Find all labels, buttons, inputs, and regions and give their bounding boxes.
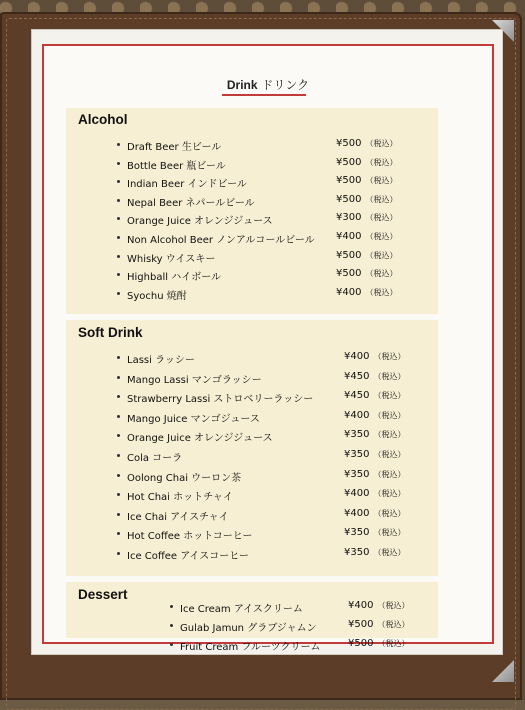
menu-frame [42,44,494,653]
soft-item-price [344,410,405,421]
tax-included-label: （税込） [365,287,398,297]
tax-included-label: （税込） [365,176,398,186]
tax-included-label: （税込） [373,469,406,479]
soft-item-name: Strawberry Lassi ストロベリーラッシー [127,394,314,406]
price-value: ¥500 [336,138,362,149]
dessert-item-price [348,638,409,649]
tax-included-label: （税込） [373,548,406,557]
alcohol-section-title: Alcohol [78,112,128,127]
tax-included-label: （税込） [377,639,410,648]
soft-item-price [344,547,405,558]
dessert-section-title: Dessert [78,587,128,602]
price-value: ¥500 [336,175,362,187]
tax-included-label: （税込） [365,269,398,279]
tax-included-label: （税込） [377,601,410,610]
soft-item-name: Hot Coffee ホットコーヒー [127,531,253,543]
dessert-item-name: Gulab Jamun グラブジャムン [180,623,317,634]
alcohol-item-name: Whisky ウイスキー [127,253,216,265]
bullet-icon [117,236,120,239]
alcohol-item-name: Indian Beer インドビール [127,179,247,191]
tax-included-label: （税込） [373,450,406,459]
alcohol-item-price [336,250,397,261]
bullet-icon [117,143,120,146]
soft-item-name: Ice Chai アイスチャイ [127,511,229,523]
bullet-icon [117,199,120,202]
soft-item-price [344,390,405,401]
price-value: ¥500 [336,268,362,280]
bullet-icon [117,162,120,165]
price-value: ¥400 [344,351,370,362]
dessert-item-name: Ice Cream アイスクリーム [180,604,303,615]
alcohol-item-price [336,287,397,298]
tax-included-label: （税込） [365,250,398,260]
bullet-icon [117,454,120,457]
tax-included-label: （税込） [365,194,398,204]
alcohol-item-price [336,268,397,279]
price-value: ¥450 [344,390,370,402]
soft-item-name: Oolong Chai ウーロン茶 [127,472,242,484]
price-value: ¥500 [336,156,362,168]
soft-item-price [344,527,405,538]
bullet-icon [117,474,120,477]
tax-included-label: （税込） [373,489,406,499]
soft-item-price [344,371,405,382]
bullet-icon [117,552,120,555]
price-value: ¥350 [344,547,370,558]
soft-item-price [344,449,405,460]
soft-item-name: Ice Coffee アイスコーヒー [127,551,249,562]
soft-item-price [344,351,405,362]
soft-item-price [344,429,405,440]
menu-title-jp: ドリンク [261,78,310,92]
menu-sheet [32,30,502,654]
tax-included-label: （税込） [377,620,410,629]
dessert-item-price [348,600,409,611]
soft-item-name: Hot Chai ホットチャイ [127,492,233,504]
alcohol-item-name: Nepal Beer ネパールビール [127,197,255,209]
bullet-icon [170,643,173,646]
soft-item-name: Cola コーラ [127,453,183,464]
dessert-item-name: Fruit Cream フルーツクリーム [180,642,321,653]
tax-included-label: （税込） [373,352,406,361]
price-value: ¥400 [344,488,370,500]
price-value: ¥400 [344,409,370,421]
bullet-icon [117,415,120,418]
price-value: ¥500 [348,638,374,649]
price-value: ¥400 [348,600,374,611]
soft-item-name: Mango Lassi マンゴラッシー [127,374,262,386]
tax-included-label: （税込） [365,157,398,167]
price-value: ¥350 [344,449,370,460]
alcohol-item-name: Highball ハイボール [127,272,221,284]
price-value: ¥500 [348,619,374,630]
price-value: ¥350 [344,429,370,441]
bullet-icon [117,356,120,359]
alcohol-item-price [336,138,397,149]
price-value: ¥300 [336,212,362,224]
price-value: ¥400 [336,231,362,242]
bullet-icon [117,292,120,295]
bullet-icon [117,376,120,379]
title-underline [222,94,306,96]
alcohol-item-name: Draft Beer 生ビール [127,142,222,153]
bullet-icon [170,624,173,627]
alcohol-item-name: Bottle Beer 瓶ビール [127,160,226,172]
tax-included-label: （税込） [373,508,406,518]
alcohol-item-price [336,212,397,223]
menu-title [44,76,492,93]
tax-included-label: （税込） [373,371,406,381]
menu-title-en: Drink [226,78,258,92]
tax-included-label: （税込） [365,139,398,148]
bullet-icon [170,605,173,608]
soft-item-name: Orange Juice オレンジジュース [127,433,273,445]
soft-item-name: Lassi ラッシー [127,355,195,366]
tax-included-label: （税込） [373,528,406,538]
soft-item-price [344,469,405,480]
price-value: ¥500 [336,249,362,261]
price-value: ¥400 [336,286,362,298]
price-value: ¥350 [344,468,370,480]
dessert-item-price [348,619,409,630]
soft-item-price [344,488,405,499]
price-value: ¥500 [336,193,362,205]
bullet-icon [117,513,120,516]
alcohol-item-name: Orange Juice オレンジジュース [127,216,273,228]
alcohol-item-price [336,175,397,186]
alcohol-item-price [336,157,397,168]
alcohol-item-name: Non Alcohol Beer ノンアルコールビール [127,235,315,246]
price-value: ¥450 [344,370,370,382]
alcohol-item-name: Syochu 焼酎 [127,290,187,302]
tax-included-label: （税込） [373,410,406,420]
price-value: ¥400 [344,507,370,519]
soft-item-name: Mango Juice マンゴジュース [127,413,260,425]
tax-included-label: （税込） [373,430,406,440]
tax-included-label: （税込） [365,232,398,241]
soft-item-price [344,508,405,519]
alcohol-item-price [336,194,397,205]
tax-included-label: （税込） [365,213,398,223]
bullet-icon [117,255,120,258]
alcohol-item-price [336,231,397,242]
soft-drink-section-title: Soft Drink [78,325,143,340]
price-value: ¥350 [344,527,370,539]
tax-included-label: （税込） [373,391,406,401]
